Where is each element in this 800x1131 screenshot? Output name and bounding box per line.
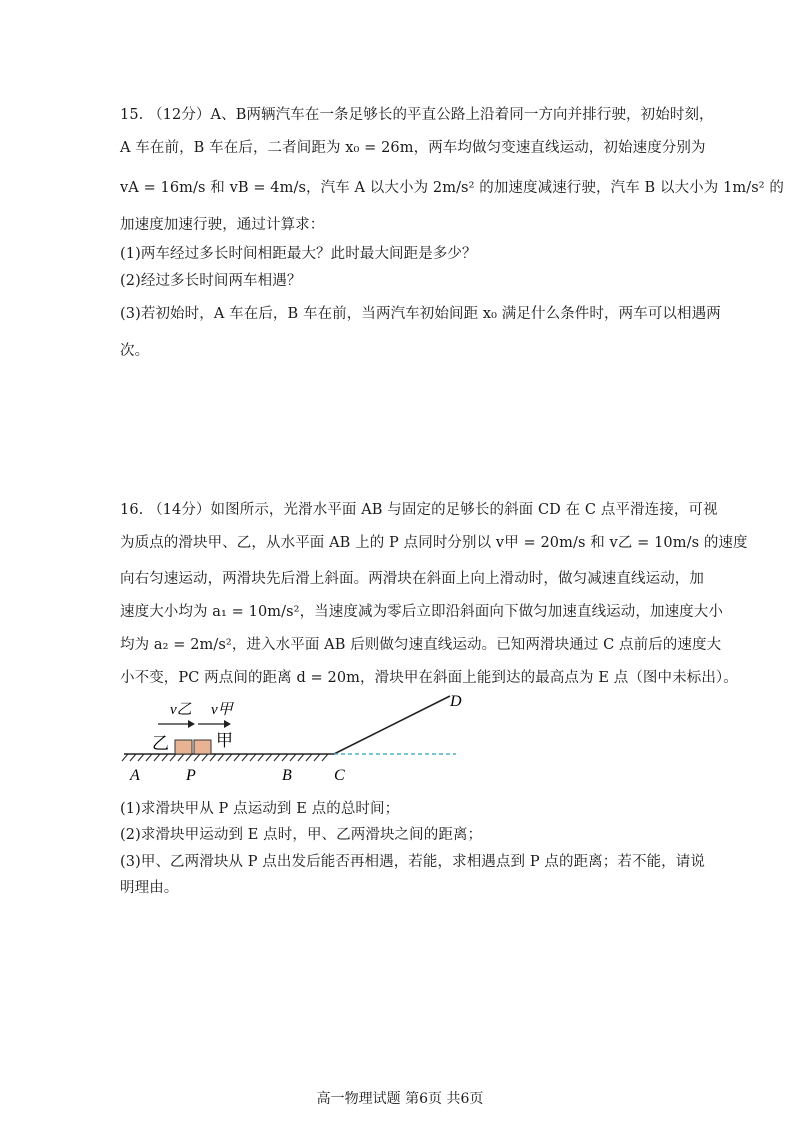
velocity-arrow-yi <box>158 720 195 728</box>
q16-line-3: 向右匀速运动，两滑块先后滑上斜面。两滑块在斜面上向上滑动时，做匀减速直线运动，加 <box>120 571 704 587</box>
q15-line-2: A 车在前，B 车在后，二者间距为 x₀ = 26m，两车均做匀变速直线运动，初始速度分别为 <box>120 140 706 156</box>
q16-line-1: 16. （14分）如图所示，光滑水平面 AB 与固定的足够长的斜面 CD 在 C 点平滑连接，可视 <box>120 502 718 518</box>
point-label-c: C <box>334 767 345 784</box>
q15-line-3: vA = 16m/s 和 vB = 4m/s，汽车 A 以大小为 2m/s² 的加速度减速行驶，汽车 B 以大小为 1m/s² 的 <box>120 180 785 196</box>
q15-line-6: (2)经过多长时间两车相遇？ <box>120 273 302 289</box>
q15-line-1: 15. （12分）A、B两辆汽车在一条足够长的平直公路上沿着同一方向并排行驶，初始时刻， <box>120 107 714 123</box>
q16-line-4: 速度大小均为 a₁ = 10m/s²，当速度减为零后立即沿斜面向下做匀加速直线运动，加速度大小 <box>120 604 723 620</box>
q16-line-2: 为质点的滑块甲、乙，从水平面 AB 上的 P 点同时分别以 v甲 = 20m/s 和 v乙 = 10m/s 的速度 <box>120 535 748 551</box>
velocity-label-yi: v乙 <box>170 702 192 718</box>
page-footer: 高一物理试题 第6页 共6页 <box>316 1091 484 1107</box>
block-yi <box>175 740 192 754</box>
incline-figure <box>118 688 468 788</box>
q15-line-7: (3)若初始时，A 车在后，B 车在前，当两汽车初始间距 x₀ 满足什么条件时，两车可以相遇两 <box>120 306 721 322</box>
incline-line <box>334 696 450 754</box>
q15-line-4: 加速度加速行驶，通过计算求： <box>120 217 325 233</box>
velocity-label-jia: v甲 <box>211 702 233 718</box>
point-label-b: B <box>282 767 292 784</box>
block-label-yi: 乙 <box>152 734 169 754</box>
q16-sub-2: (2)求滑块甲运动到 E 点时，甲、乙两滑块之间的距离； <box>120 827 483 843</box>
q16-line-6: 小不变，PC 两点间的距离 d = 20m，滑块甲在斜面上能到达的最高点为 E 点（图中未标出）。 <box>120 670 738 686</box>
block-label-jia: 甲 <box>216 731 233 751</box>
velocity-arrow-jia <box>198 720 231 728</box>
q16-sub-4: 明理由。 <box>120 880 179 896</box>
block-jia <box>194 740 211 754</box>
point-label-p: P <box>186 767 196 784</box>
point-label-a: A <box>130 767 140 784</box>
q16-sub-3: (3)甲、乙两滑块从 P 点出发后能否再相遇，若能，求相遇点到 P 点的距离；若不能，请说 <box>120 854 705 870</box>
q15-line-5: (1)两车经过多长时间相距最大？此时最大间距是多少？ <box>120 246 477 262</box>
q15-line-8: 次。 <box>120 343 150 359</box>
ground-hatching <box>122 754 328 761</box>
point-label-d: D <box>450 693 462 710</box>
q16-sub-1: (1)求滑块甲从 P 点运动到 E 点的总时间； <box>120 801 400 817</box>
q16-line-5: 均为 a₂ = 2m/s²，进入水平面 AB 后则做匀速直线运动。已知两滑块通过 C 点前后的速度大 <box>120 637 722 653</box>
